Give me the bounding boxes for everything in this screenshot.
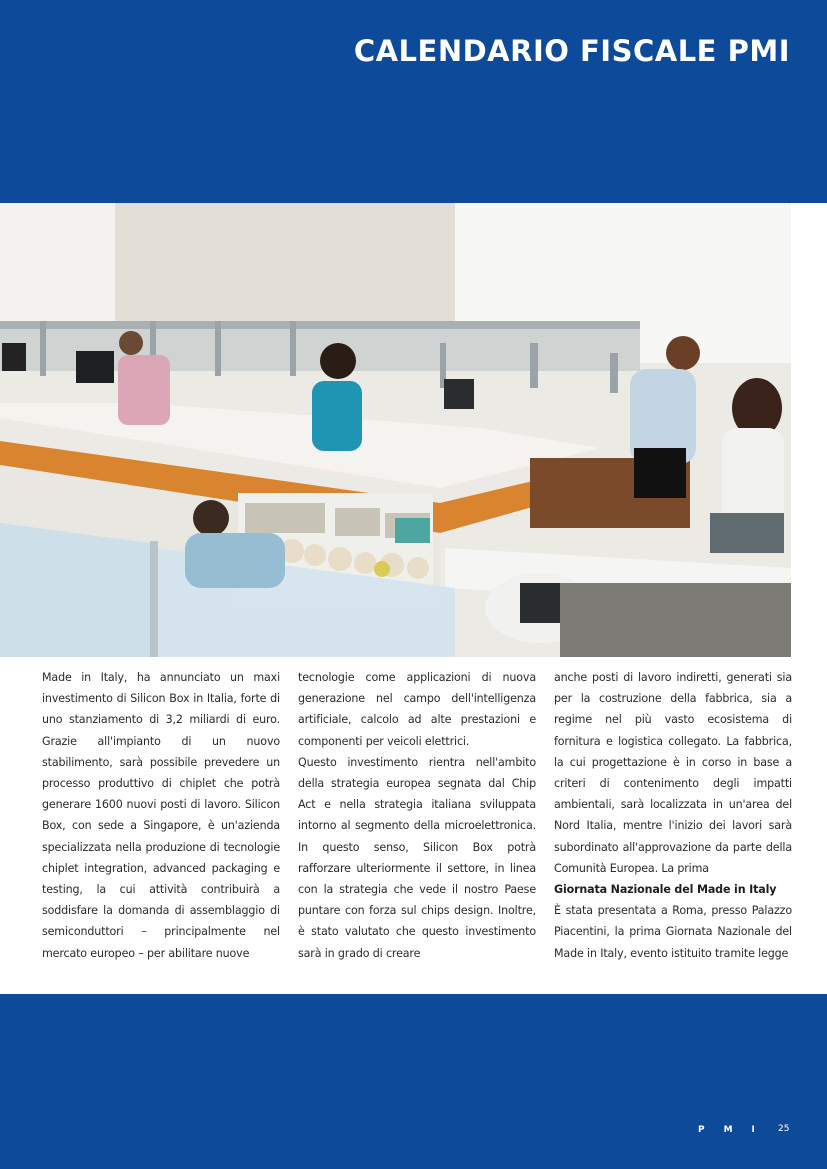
footer-mark: PMI: [698, 1125, 774, 1135]
page-number: 25: [778, 1124, 790, 1134]
section-heading: Giornata Nazionale del Made in Italy: [554, 883, 777, 897]
office-photo-illustration: [0, 203, 791, 657]
col1-paragraph: Made in Italy, ha annunciato un maxi investimento di Silicon Box in Italia, forte di uno stanziamento di 3,2 miliardi di euro. Grazie all'impianto di un nuovo stabilimento, sarà possibile prevedere un processo produttivo di chiplet che potrà generare 1600 nuovi posti di lavoro. Silicon Box, con sede a Singapore, è un'azienda specializzata nella produzione di tecnologie chiplet integration, advanced packaging e testing, la cui attività contribuirà a soddisfare la domanda di assemblaggio di semiconduttori – principalmente nel mercato europeo – per abilitare nuove: [42, 671, 280, 960]
article-column-3: [554, 667, 792, 964]
office-photo: [0, 203, 791, 657]
footer-band: [0, 994, 827, 1169]
header-band: [0, 0, 827, 203]
article-column-1: [42, 667, 280, 964]
col3-paragraph-2: È stata presentata a Roma, presso Palazzo Piacentini, la prima Giornata Nazionale del Made in Italy, evento istituito tramite legge: [554, 904, 792, 960]
col2-paragraph-1: tecnologie come applicazioni di nuova generazione nel campo dell'intelligenza artificiale, calcolo ad alte prestazioni e componenti per veicoli elettrici.: [298, 671, 536, 748]
col2-paragraph-2: Questo investimento rientra nell'ambito della strategia europea segnata dal Chip Act e nella strategia italiana sviluppata intorno al segmento della microelettronica. In questo senso, Silicon Box potrà rafforzare ulteriormente il settore, in linea con la strategia che vede il nostro Paese puntare con forza sul chips design. Inoltre, è stato valutato che questo investimento sarà in grado di creare: [298, 755, 536, 960]
article-column-2: [298, 667, 536, 964]
article-body: [42, 667, 792, 964]
page-title: CALENDARIO FISCALE PMI: [353, 34, 790, 68]
col3-paragraph-1: anche posti di lavoro indiretti, generati sia per la costruzione della fabbrica, sia a regime nel più vasto ecosistema di fornitura e logistica collegato. La fabbrica, la cui progettazione è in corso in base a criteri di contenimento degli impatti ambientali, sarà localizzata in un'area del Nord Italia, mentre l'inizio dei lavori sarà subordinato all'approvazione da parte della Comunità Europea. La prima: [554, 671, 792, 875]
